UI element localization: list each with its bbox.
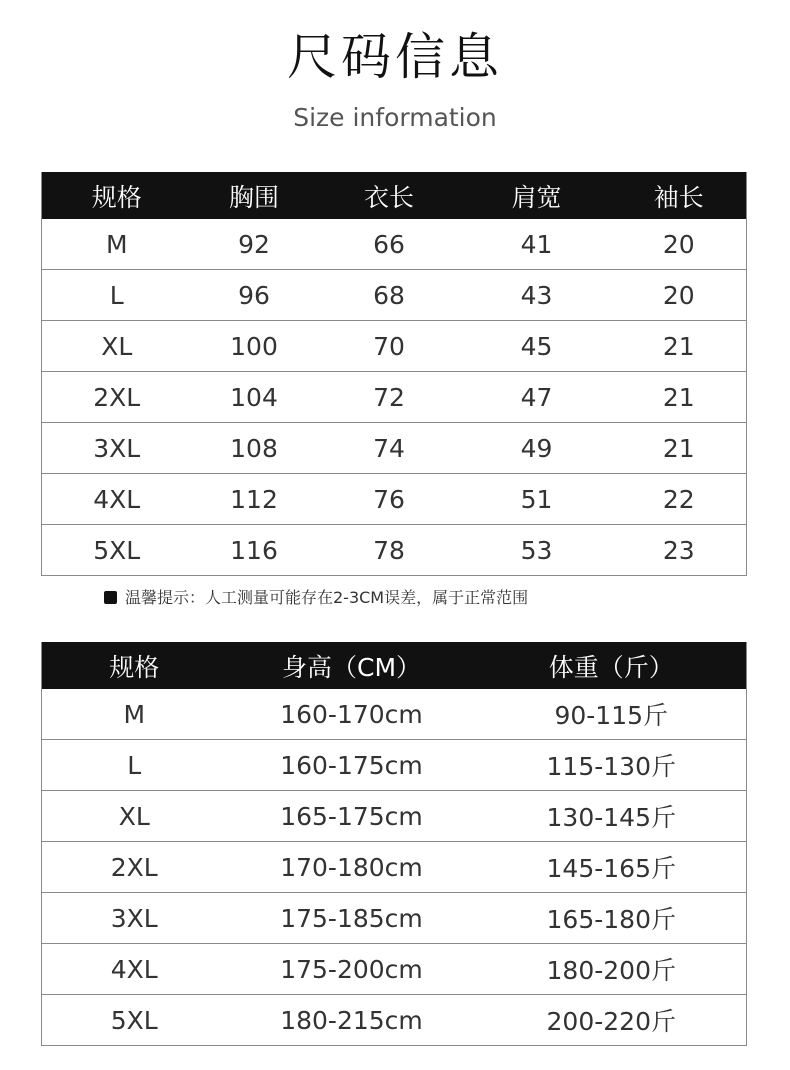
table-row bbox=[42, 791, 747, 842]
cell-weight: 115-130斤 bbox=[477, 740, 747, 791]
cell-chest: 108 bbox=[192, 423, 317, 474]
header-height: 身高（CM） bbox=[227, 642, 477, 689]
cell-size: 3XL bbox=[42, 423, 192, 474]
square-bullet-icon bbox=[104, 591, 117, 604]
cell-size: M bbox=[42, 689, 227, 740]
cell-height: 170-180cm bbox=[227, 842, 477, 893]
cell-weight: 145-165斤 bbox=[477, 842, 747, 893]
cell-length: 78 bbox=[317, 525, 462, 576]
table-row bbox=[42, 372, 747, 423]
cell-chest: 116 bbox=[192, 525, 317, 576]
cell-height: 160-175cm bbox=[227, 740, 477, 791]
cell-sleeve: 20 bbox=[612, 219, 747, 270]
cell-size: 5XL bbox=[42, 525, 192, 576]
cell-sleeve: 22 bbox=[612, 474, 747, 525]
header-size: 规格 bbox=[42, 642, 227, 689]
table-header-row bbox=[42, 642, 747, 689]
cell-weight: 130-145斤 bbox=[477, 791, 747, 842]
header-chest: 胸围 bbox=[192, 172, 317, 219]
cell-length: 66 bbox=[317, 219, 462, 270]
cell-size: L bbox=[42, 270, 192, 321]
table-row bbox=[42, 219, 747, 270]
header-shoulder: 肩宽 bbox=[462, 172, 612, 219]
page-subtitle: Size information bbox=[293, 103, 497, 132]
cell-length: 76 bbox=[317, 474, 462, 525]
cell-size: 2XL bbox=[42, 372, 192, 423]
cell-shoulder: 51 bbox=[462, 474, 612, 525]
cell-size: XL bbox=[42, 321, 192, 372]
note-text: 温馨提示：人工测量可能存在2-3CM误差，属于正常范围 bbox=[125, 588, 529, 607]
cell-length: 74 bbox=[317, 423, 462, 474]
cell-sleeve: 21 bbox=[612, 321, 747, 372]
cell-height: 180-215cm bbox=[227, 995, 477, 1046]
header-weight: 体重（斤） bbox=[477, 642, 747, 689]
measurement-note bbox=[104, 586, 528, 610]
cell-shoulder: 49 bbox=[462, 423, 612, 474]
cell-size: 4XL bbox=[42, 944, 227, 995]
table-header-row bbox=[42, 172, 747, 219]
cell-size: M bbox=[42, 219, 192, 270]
cell-sleeve: 21 bbox=[612, 423, 747, 474]
cell-shoulder: 53 bbox=[462, 525, 612, 576]
cell-size: 2XL bbox=[42, 842, 227, 893]
table-row bbox=[42, 423, 747, 474]
cell-height: 165-175cm bbox=[227, 791, 477, 842]
cell-chest: 100 bbox=[192, 321, 317, 372]
table-row bbox=[42, 321, 747, 372]
table-row bbox=[42, 893, 747, 944]
cell-weight: 165-180斤 bbox=[477, 893, 747, 944]
cell-sleeve: 20 bbox=[612, 270, 747, 321]
cell-shoulder: 47 bbox=[462, 372, 612, 423]
cell-length: 68 bbox=[317, 270, 462, 321]
cell-length: 72 bbox=[317, 372, 462, 423]
cell-chest: 92 bbox=[192, 219, 317, 270]
cell-size: 5XL bbox=[42, 995, 227, 1046]
table-row bbox=[42, 474, 747, 525]
cell-shoulder: 41 bbox=[462, 219, 612, 270]
table-row bbox=[42, 842, 747, 893]
cell-size: 4XL bbox=[42, 474, 192, 525]
cell-size: XL bbox=[42, 791, 227, 842]
measurements-table bbox=[41, 172, 747, 576]
cell-weight: 90-115斤 bbox=[477, 689, 747, 740]
table-row bbox=[42, 270, 747, 321]
table-row bbox=[42, 995, 747, 1046]
cell-size: 3XL bbox=[42, 893, 227, 944]
cell-sleeve: 21 bbox=[612, 372, 747, 423]
table-row bbox=[42, 740, 747, 791]
cell-sleeve: 23 bbox=[612, 525, 747, 576]
cell-chest: 112 bbox=[192, 474, 317, 525]
cell-height: 175-200cm bbox=[227, 944, 477, 995]
fit-table bbox=[41, 642, 747, 1046]
table-row bbox=[42, 944, 747, 995]
cell-size: L bbox=[42, 740, 227, 791]
header-sleeve: 袖长 bbox=[612, 172, 747, 219]
cell-chest: 96 bbox=[192, 270, 317, 321]
cell-height: 175-185cm bbox=[227, 893, 477, 944]
cell-weight: 180-200斤 bbox=[477, 944, 747, 995]
cell-shoulder: 43 bbox=[462, 270, 612, 321]
cell-height: 160-170cm bbox=[227, 689, 477, 740]
header-size: 规格 bbox=[42, 172, 192, 219]
cell-shoulder: 45 bbox=[462, 321, 612, 372]
page-title: 尺码信息 bbox=[287, 28, 503, 86]
cell-weight: 200-220斤 bbox=[477, 995, 747, 1046]
table-row bbox=[42, 525, 747, 576]
cell-length: 70 bbox=[317, 321, 462, 372]
header-length: 衣长 bbox=[317, 172, 462, 219]
table-row bbox=[42, 689, 747, 740]
cell-chest: 104 bbox=[192, 372, 317, 423]
